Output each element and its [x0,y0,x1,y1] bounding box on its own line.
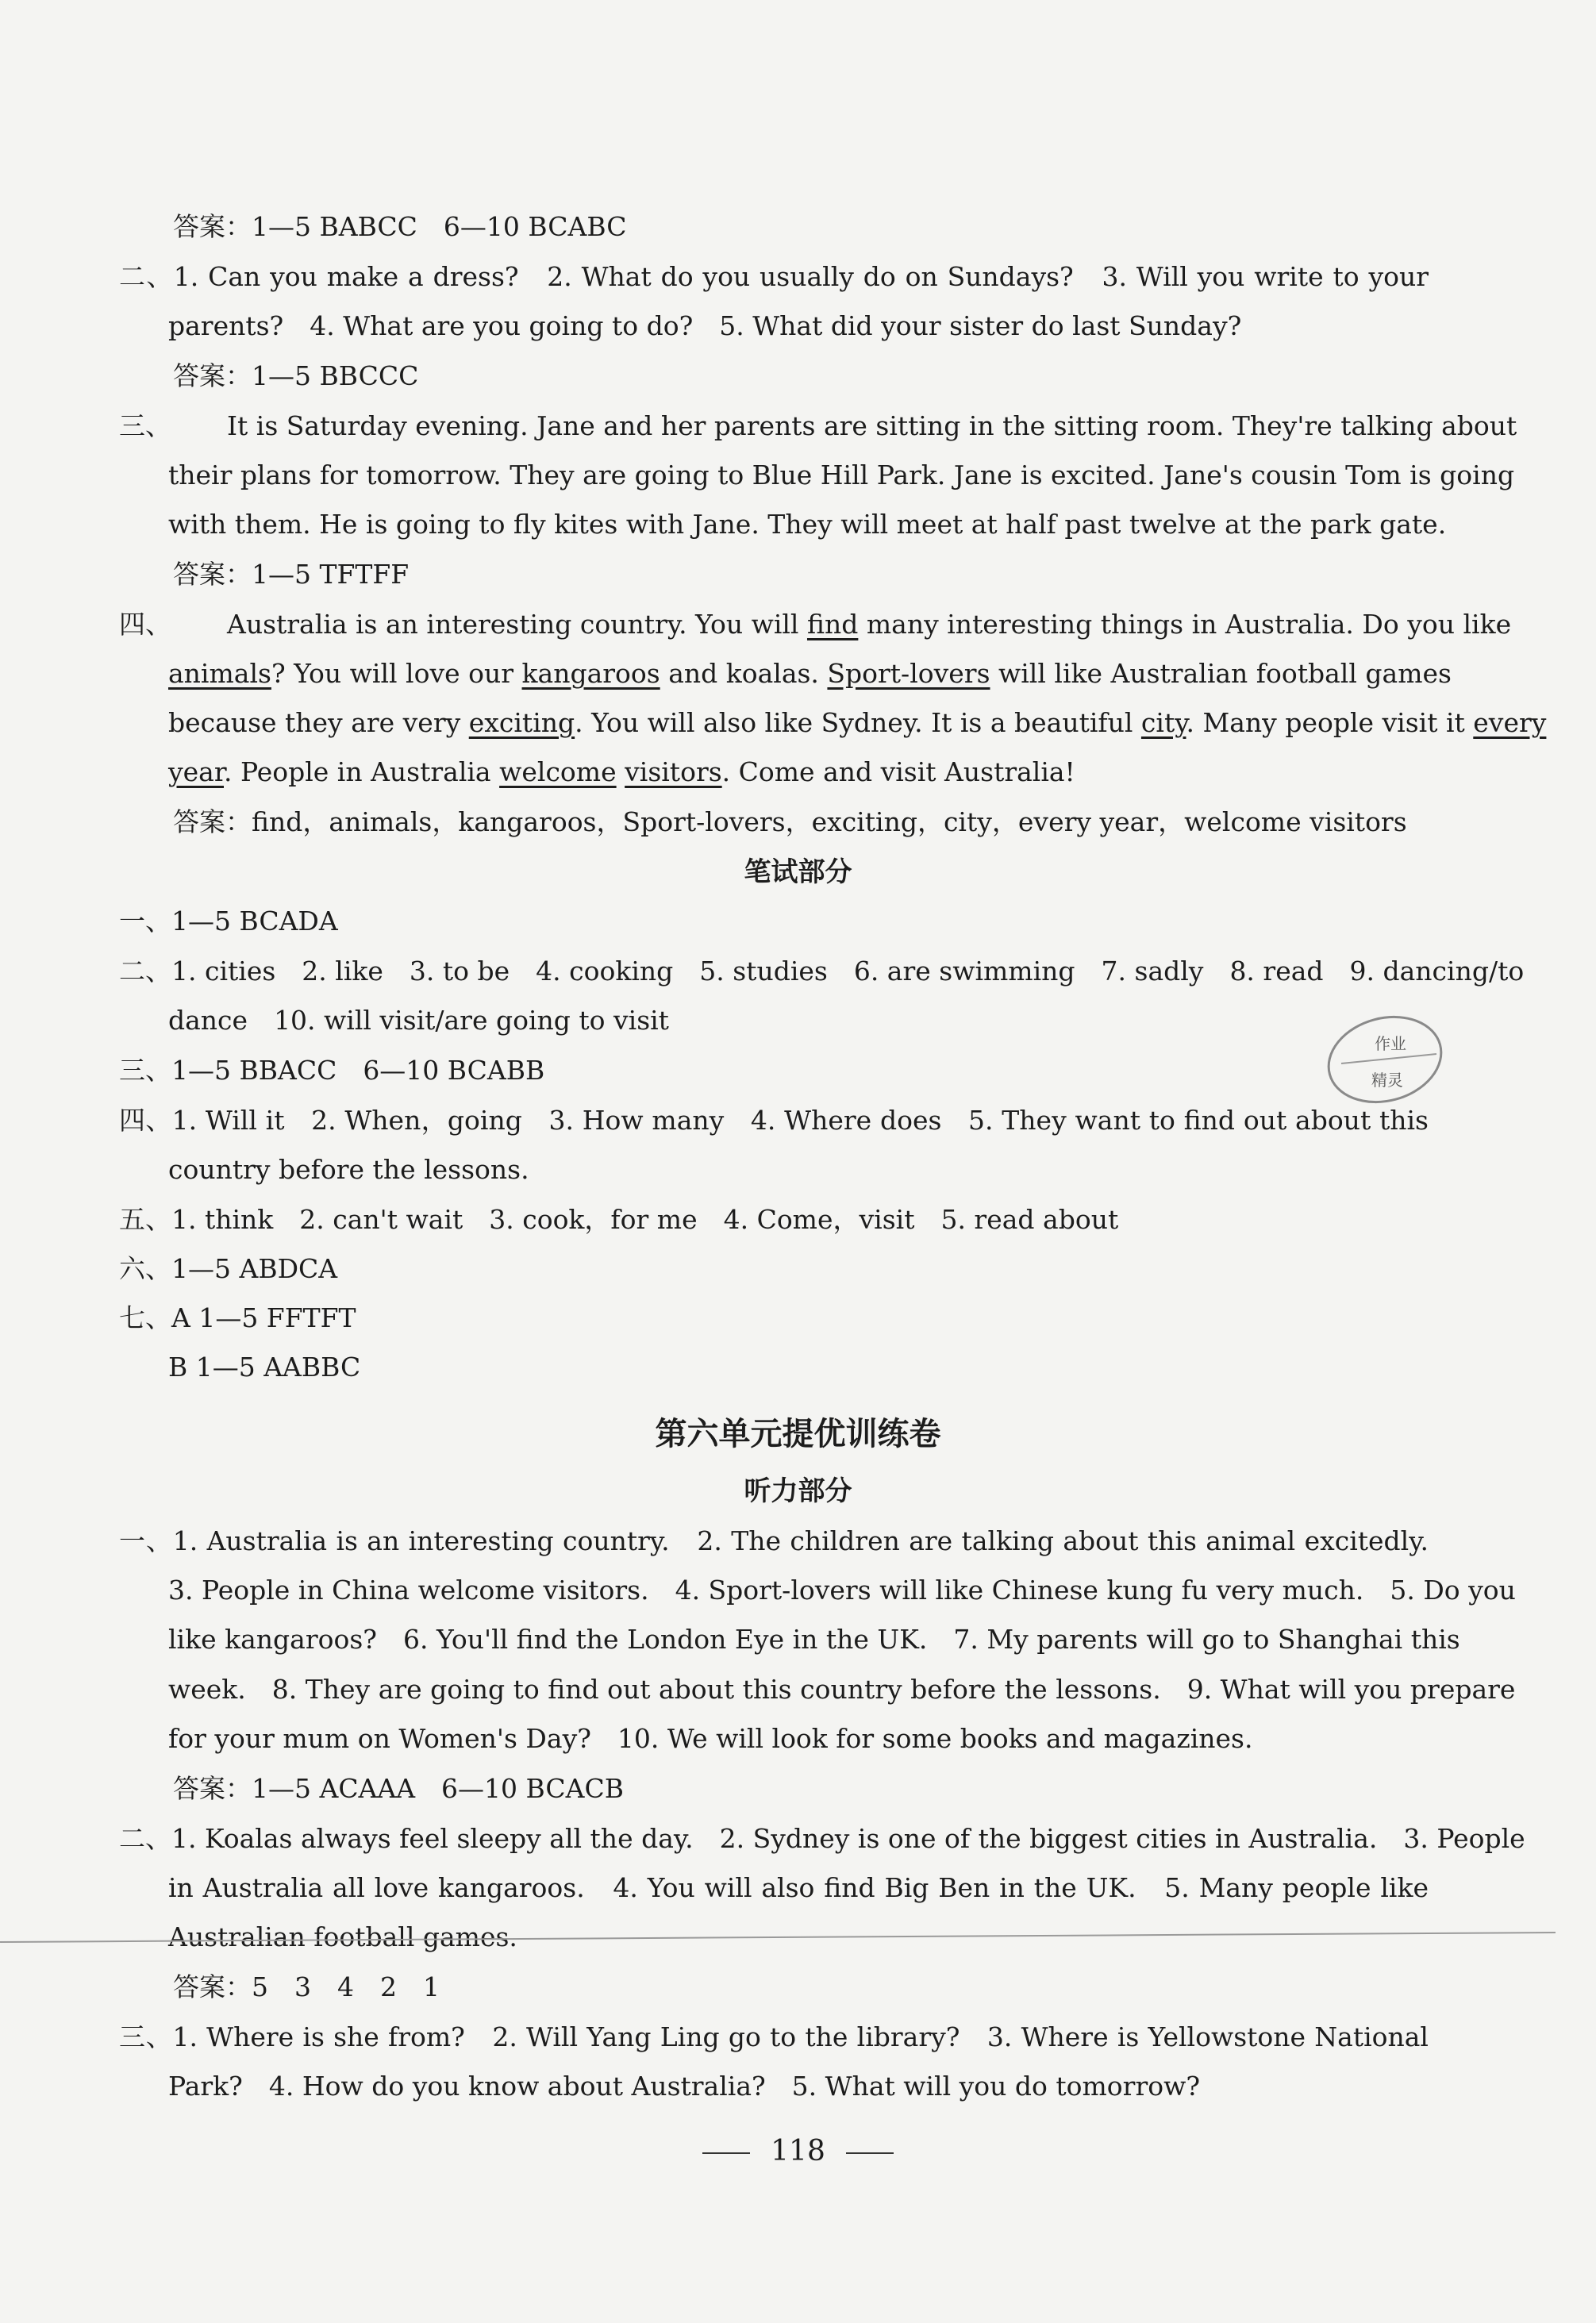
underlined-word: exciting [468,707,575,738]
passage-text: will like Australian football games [990,658,1452,689]
underlined-word: Sport-lovers [827,658,990,689]
unit6-line-2b: in Australia all love kangaroos. 4. You will also find Big Ben in the UK. 5. Many people like [168,1872,1429,1903]
watermark-stamp-icon [1317,1008,1452,1111]
section-mark: 三、 [119,410,171,441]
stamp-text-top: 作业 [1375,1034,1406,1053]
listening-section-heading: 听力部分 [744,1475,852,1507]
unit6-line-1d: week. 8. They are going to find out about this country before the lessons. 9. What will you prepare [168,1674,1516,1705]
underlined-word: city [1140,707,1186,738]
answer-line: 答案：1—5 TFTFF [173,559,410,590]
section-3-line-3: with them. He is going to fly kites with Jane. They will meet at half past twelve at the park gate. [168,509,1447,540]
section-mark: 二、 [119,261,174,292]
written-line-1: 一、1—5 BCADA [119,906,338,937]
passage-text: and koalas. [660,658,828,689]
passage-text: Australia is an interesting country. You will [227,609,807,640]
passage-text: . You will also like Sydney. It is a beautiful [575,707,1141,738]
page-number: 118 [771,2135,825,2167]
written-line-4b: country before the lessons. [168,1154,529,1185]
underlined-word: visitors [625,756,722,787]
underlined-word: kangaroos [521,658,660,689]
answer-line: 答案：5 3 4 2 1 [173,1971,440,2002]
section-4-line-1 [119,600,1512,649]
unit6-line-1e: for your mum on Women's Day? 10. We will look for some books and magazines. [168,1723,1253,1754]
passage-text: many interesting things in Australia. Do you like [858,609,1512,640]
page-number-footer [0,2135,1596,2167]
stamp-text-bottom: 精灵 [1371,1071,1403,1090]
written-line-5: 五、1. think 2. can't wait 3. cook，for me 4. Come，visit 5. read about [119,1204,1119,1235]
answer-line: 答案：1—5 BABCC 6—10 BCABC [173,211,627,242]
unit6-line-2c: Australian football games. [168,1921,517,1952]
answer-line: 答案：find，animals，kangaroos，Sport-lovers，exciting，city，every year，welcome visitors [173,806,1407,837]
section-4-line-3 [168,698,1547,748]
unit-6-title: 第六单元提优训练卷 [655,1415,941,1452]
section-3-line-2: their plans for tomorrow. They are going to Blue Hill Park. Jane is excited. Jane's cousin Tom is going [168,460,1515,490]
underlined-word: find [806,609,859,640]
section-2-line-2: parents? 4. What are you going to do? 5. What did your sister do last Sunday? [168,310,1242,341]
section-2-line-1 [119,252,1429,302]
written-line-7b: B 1—5 AABBC [168,1352,361,1383]
passage-text: ? You will love our [271,658,522,689]
passage-text: . Come and visit Australia! [721,756,1075,787]
written-section-heading: 笔试部分 [744,856,852,888]
passage-text: . People in Australia [224,756,500,787]
passage-text: It is Saturday evening. Jane and her parents are sitting in the sitting room. They're talking about [227,410,1517,441]
underlined-word: welcome [499,756,617,787]
passage-text: . Many people visit it [1186,707,1474,738]
unit6-line-1c: like kangaroos? 6. You'll find the London Eye in the UK. 7. My parents will go to Shanghai this [168,1624,1460,1655]
section-mark: 四、 [119,609,171,640]
unit6-line-3b: Park? 4. How do you know about Australia? 5. What will you do tomorrow? [168,2071,1201,2102]
unit6-line-2a: 二、1. Koalas always feel sleepy all the day. 2. Sydney is one of the biggest cities in Australia. 3. People [119,1823,1525,1854]
written-line-6: 六、1—5 ABDCA [119,1253,338,1284]
section-4-line-2 [168,649,1452,698]
unit6-line-1a: 一、1. Australia is an interesting country. 2. The children are talking about this animal excitedly. [119,1525,1429,1556]
unit6-line-3a: 三、1. Where is she from? 2. Will Yang Ling go to the library? 3. Where is Yellowstone National [119,2021,1429,2052]
answer-line: 答案：1—5 BBCCC [173,360,419,391]
written-line-2b: dance 10. will visit/are going to visit [168,1005,669,1036]
written-line-7a: 七、A 1—5 FFTFT [119,1302,356,1333]
passage-text: because they are very [168,707,469,738]
written-line-2a: 二、1. cities 2. like 3. to be 4. cooking 5. studies 6. are swimming 7. sadly 8. read 9. dancing/to [119,956,1525,987]
underlined-word: animals [168,658,271,689]
underlined-word: year [168,756,224,787]
written-line-3: 三、1—5 BBACC 6—10 BCABB [119,1055,545,1086]
answer-line: 答案：1—5 ACAAA 6—10 BCACB [173,1773,624,1804]
written-line-4a: 四、1. Will it 2. When，going 3. How many 4. Where does 5. They want to find out about this [119,1105,1429,1136]
question-text: 1. Can you make a dress? 2. What do you usually do on Sundays? 3. Will you write to your [173,261,1429,292]
section-3-line-1 [119,402,1517,451]
section-4-line-4 [168,748,1429,797]
underlined-word: every [1473,707,1547,738]
unit6-line-1b: 3. People in China welcome visitors. 4. Sport-lovers will like Chinese kung fu very much. 5. Do you [168,1575,1516,1606]
